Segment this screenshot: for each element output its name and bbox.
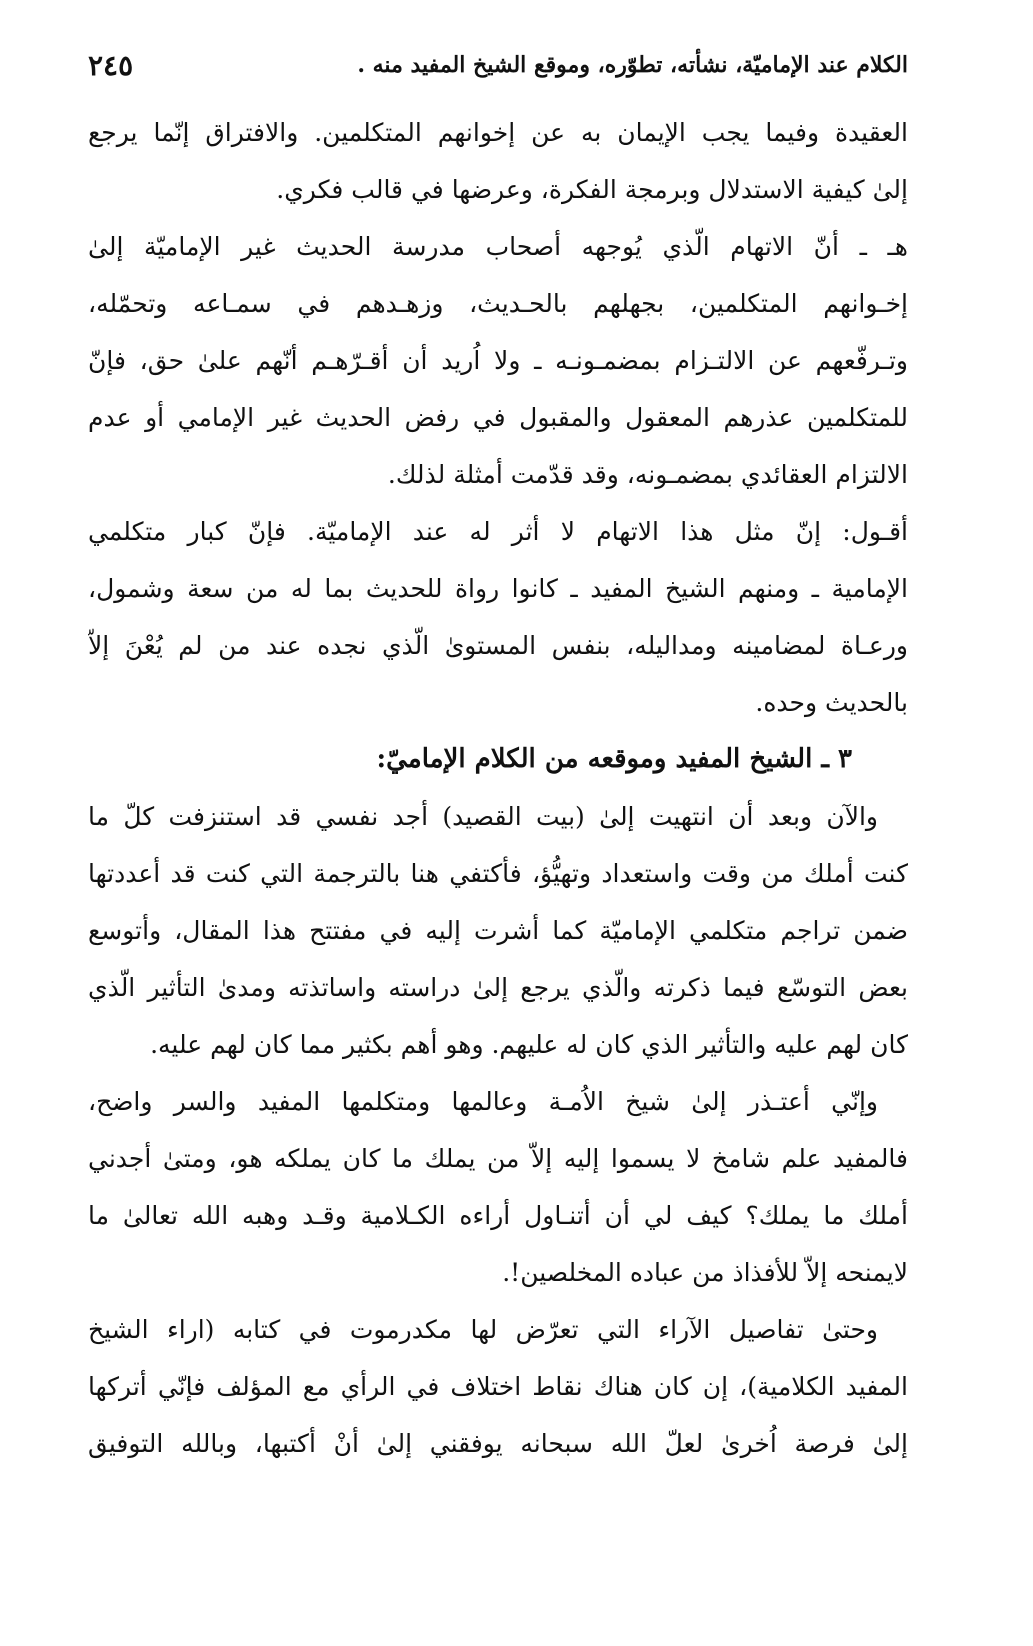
text-line: فالمفيد علم شامخ لا يسموا إليه إلاّ من يملك ما كان يملكه هو، ومتىٰ أجدني xyxy=(88,1144,908,1173)
text-line: وحتىٰ تفاصيل الآراء التي تعرّض لها مكدرموت في كتابه (اراء الشيخ xyxy=(88,1315,878,1344)
text-line: والآن وبعد أن انتهيت إلىٰ (بيت القصيد) أجد نفسي قد استنزفت كلّ ما xyxy=(88,802,878,831)
page-header xyxy=(88,40,908,90)
text-line: إخـوانهم المتكلمين، بجهلهم بالحـديث، وزهـدهم في سمـاعه وتحمّله، xyxy=(88,289,908,318)
body-text xyxy=(88,104,908,1472)
text-line: العقيدة وفيما يجب الإيمان به عن إخوانهم المتكلمين. والافتراق إنّما يرجع xyxy=(88,118,908,147)
text-line: الإمامية ـ ومنهم الشيخ المفيد ـ كانوا رواة للحديث بما له من سعة وشمول، xyxy=(88,574,908,603)
text-line: إلىٰ فرصة اُخرىٰ لعلّ الله سبحانه يوفقني إلىٰ أنْ أكتبها، وبالله التوفيق xyxy=(88,1429,908,1458)
text-line: أقـول: إنّ مثل هذا الاتهام لا أثر له عند الإماميّة. فإنّ كبار متكلمي xyxy=(88,517,908,546)
text-line: كنت أملك من وقت واستعداد وتهيُّؤ، فأكتفي هنا بالترجمة التي كنت قد أعددتها xyxy=(88,859,908,888)
text-line: للمتكلمين عذرهم المعقول والمقبول في رفض الحديث غير الإمامي أو عدم xyxy=(88,403,908,432)
text-line: ضمن تراجم متكلمي الإماميّة كما أشرت إليه في مفتتح هذا المقال، وأتوسع xyxy=(88,916,908,945)
running-head: الكلام عند الإماميّة، نشأته، تطوّره، وموقع الشيخ المفيد منه . xyxy=(357,52,908,78)
text-line: هـ ـ أنّ الاتهام الّذي يُوجهه أصحاب مدرسة الحديث غير الإماميّة إلىٰ xyxy=(88,232,908,261)
section-heading: ٣ ـ الشيخ المفيد وموقعه من الكلام الإماميّ: xyxy=(376,744,852,774)
text-line: بعض التوسّع فيما ذكرته والّذي يرجع إلىٰ دراسته واساتذته ومدىٰ التأثير الّذي xyxy=(88,973,908,1002)
text-line: وإنّي أعتـذر إلىٰ شيخ الاُمـة وعالمها ومتكلمها المفيد والسر واضح، xyxy=(88,1087,878,1116)
text-line: إلىٰ كيفية الاستدلال وبرمجة الفكرة، وعرضها في قالب فكري. xyxy=(276,175,908,204)
text-line: كان لهم عليه والتأثير الذي كان له عليهم. وهو أهم بكثير مما كان لهم عليه. xyxy=(150,1030,908,1059)
text-line: لايمنحه إلاّ للأفذاذ من عباده المخلصين!. xyxy=(502,1258,908,1287)
text-line: المفيد الكلامية)، إن كان هناك نقاط اختلاف في الرأي مع المؤلف فإنّي أتركها xyxy=(88,1372,908,1401)
page-number: ٢٤٥ xyxy=(88,48,134,82)
text-line: الالتزام العقائدي بمضمـونه، وقد قدّمت أمثلة لذلك. xyxy=(387,460,908,489)
text-line: بالحديث وحده. xyxy=(755,688,908,717)
text-line: وتـرفّعهم عن الالتـزام بمضمـونـه ـ ولا اُريد أن أقـرّهـم أنّهم علىٰ حق، فإنّ xyxy=(88,346,908,375)
text-line: أملك ما يملك؟ كيف لي أن أتنـاول أراءه الكـلامية وقـد وهبه الله تعالىٰ ما xyxy=(88,1201,908,1230)
text-line: ورعـاة لمضامينه ومداليله، بنفس المستوىٰ الّذي نجده عند من لم يُعْنَ إلاّ xyxy=(88,631,908,660)
